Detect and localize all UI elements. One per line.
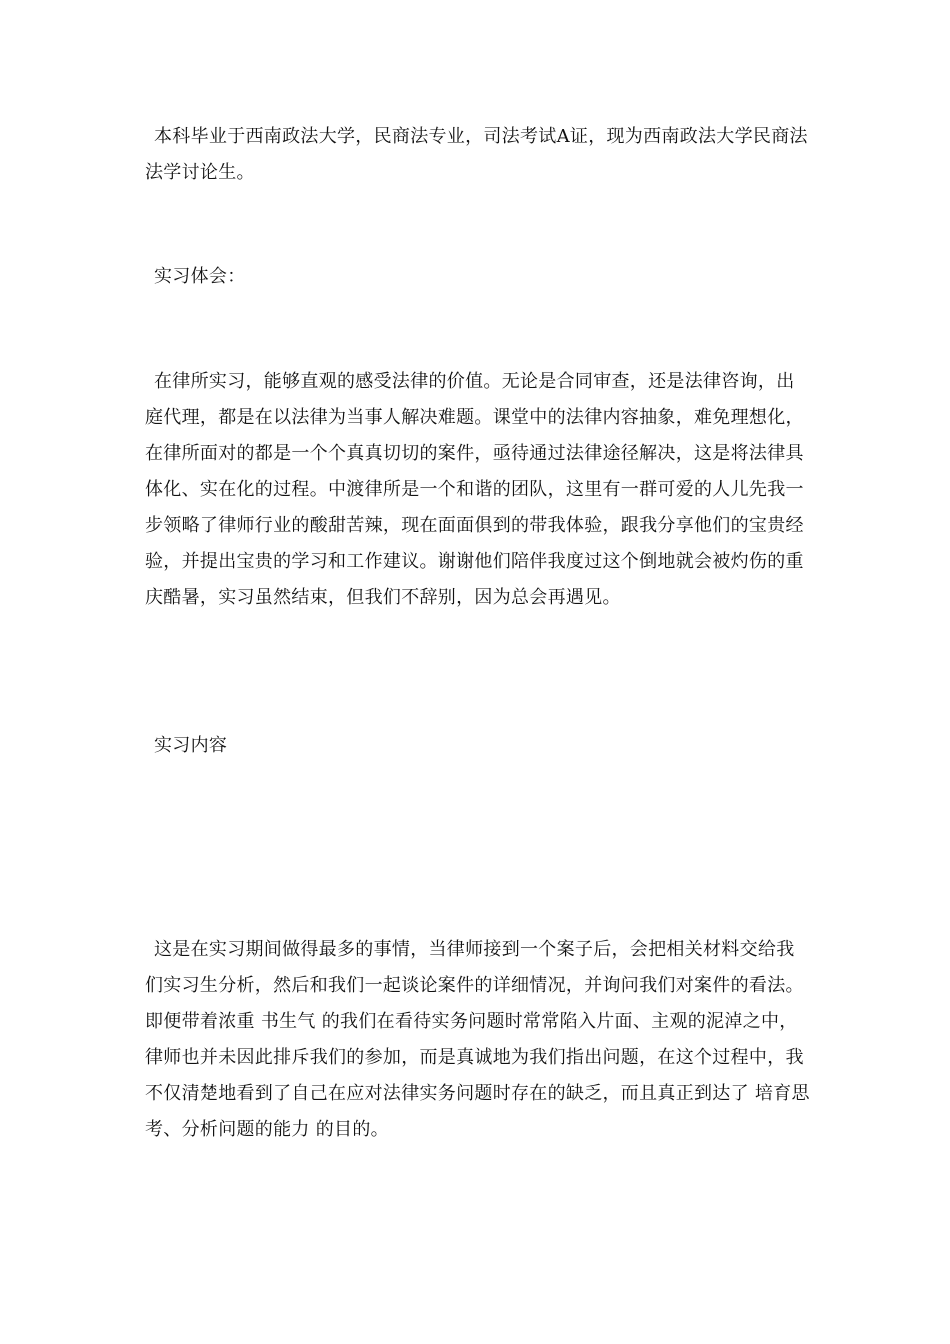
- experience-paragraph: 在律所实习，能够直观的感受法律的价值。无论是合同审查，还是法律咨询，出庭代理，都是在以法律为当事人解决难题。课堂中的法律内容抽象，难免理想化，在律所面对的都是一个个真真切切的案件，亟待通过法律途径解决，这是将法律具体化、实在化的过程。中渡律所是一个和谐的团队，这里有一群可爱的人儿先我一步领略了律师行业的酸甜苦辣，现在面面俱到的带我体验，跟我分享他们的宝贵经验，并提出宝贵的学习和工作建议。谢谢他们陪伴我度过这个倒地就会被灼伤的重庆酷暑，实习虽然结束，但我们不辞别，因为总会再遇见。: [145, 371, 804, 608]
- content-heading: 实习内容: [154, 735, 228, 756]
- experience-heading: 实习体会：: [154, 266, 246, 287]
- intro-paragraph: 本科毕业于西南政法大学，民商法专业，司法考试A证，现为西南政法大学民商法法学讨论生。: [145, 126, 808, 183]
- content-paragraph: 这是在实习期间做得最多的事情，当律师接到一个案子后，会把相关材料交给我们实习生分析，然后和我们一起谈论案件的详细情况，并询问我们对案件的看法。即便带着浓重 书生气 的我们在看待实务问题时常常陷入片面、主观的泥淖之中，律师也并未因此排斥我们的参加，而是真诚地为我们指出问题，在这个过程中，我不仅清楚地看到了自己在应对法律实务问题时存在的缺乏，而且真正到达了 培育思考、分析问题的能力 的目的。: [145, 939, 810, 1140]
